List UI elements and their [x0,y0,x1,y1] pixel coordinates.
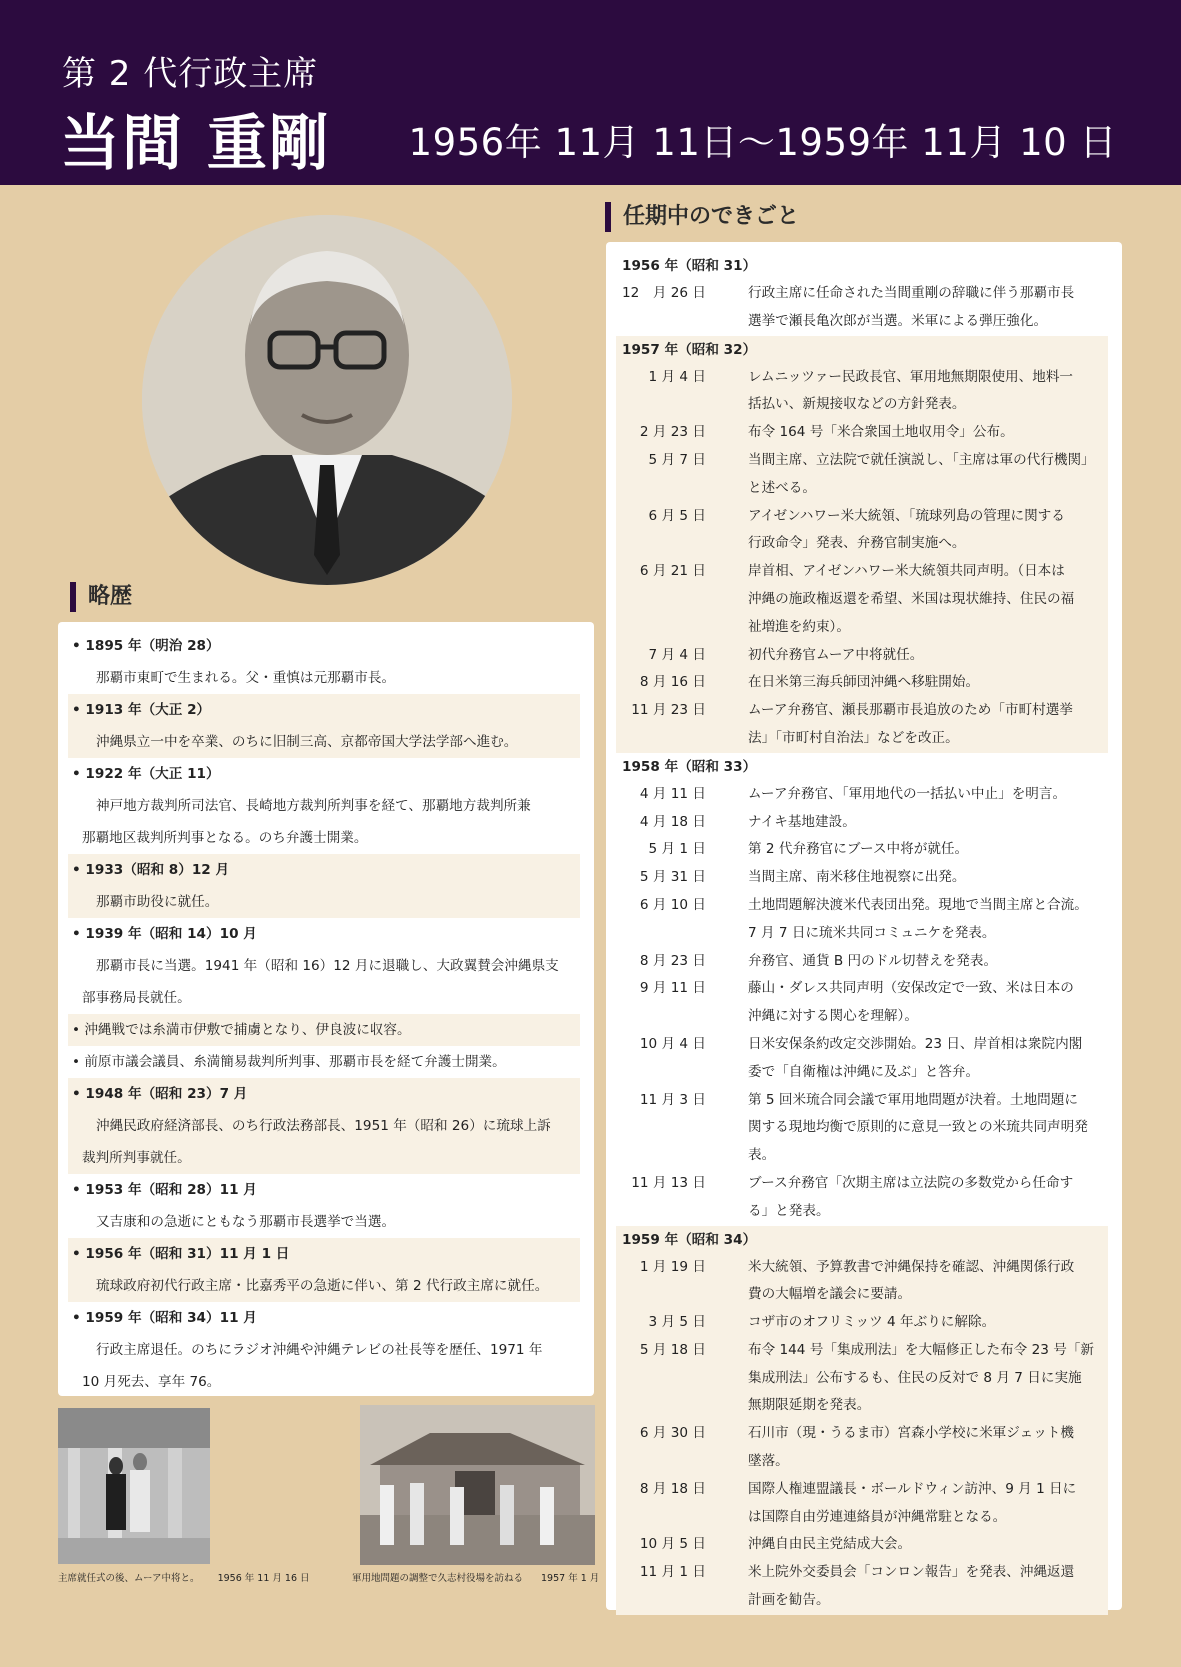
event-text: ナイキ基地建設。 [748,813,856,830]
event-row [616,975,1108,1003]
event-text: 在日米第三海兵師団沖縄へ移駐開始。 [748,674,980,691]
event-date [616,391,732,419]
bio-item [68,1302,580,1398]
event-row [616,1476,1108,1504]
photo-caption-text: 主席就任式の後、ムーア中将と。 [58,1573,200,1584]
event-row [616,864,1108,892]
event-row [616,642,1108,670]
events-section-title: 任期中のできごと [605,202,799,232]
bio-section-title: 略歴 [70,582,132,612]
bio-item-body: 行政主席退任。のちにラジオ沖縄や沖縄テレビの社長等を歴任、1971 年 [96,1342,543,1358]
event-row [616,391,1108,419]
event-text: 墜落。 [748,1453,789,1470]
event-text: 行政主席に任命された当間重剛の辞職に伴う那覇市長 [748,285,1075,301]
event-date: 8 月 18 日 [639,1480,706,1497]
photo-village-office-image [360,1405,595,1565]
event-row [616,697,1108,725]
event-date [616,1059,732,1087]
event-date [616,1504,732,1532]
bio-item-head: • 1913 年（大正 2） [68,694,580,726]
event-text: 当間主席、立法院で就任演説し、「主席は軍の代行機関」 [748,451,1095,468]
event-date: 8 月 23 日 [639,952,706,969]
event-row [616,1392,1108,1420]
event-row [616,475,1108,503]
event-text: ブース弁務官「次期主席は立法院の多数党から任命す [748,1174,1074,1191]
event-date: 10 月 4 日 [639,1035,706,1052]
events-year-block [616,1226,1108,1615]
event-date: 11 月 1 日 [639,1564,706,1581]
bio-item [68,1014,580,1046]
event-row [616,614,1108,642]
header-subtitle: 第 2 代行政主席 [62,54,319,94]
event-date: 4 月 18 日 [639,813,706,830]
event-text: は国際自由労連連絡員が沖縄常駐となる。 [748,1508,1007,1525]
event-text: ムーア弁務官、瀬長那覇市長追放のため「市町村選挙 [748,702,1073,719]
event-text: 費の大幅増を議会に要請。 [748,1286,912,1303]
event-row [616,1448,1108,1476]
bio-item-body: 沖縄県立一中を卒業、のちに旧制三高、京都帝国大学法学部へ進む。 [96,734,518,750]
event-text: 国際人権連盟議長・ボールドウィン訪沖、9 月 1 日に [748,1480,1077,1497]
bio-item [68,1078,580,1174]
events-year-label: 1956 年（昭和 31） [622,258,757,274]
event-row [616,447,1108,475]
event-text: 米大統領、予算教書で沖縄保持を確認、沖縄関係行政 [748,1258,1075,1275]
events-panel [606,242,1122,1610]
photo-caption-date: 1956 年 11 月 16 日 [217,1573,310,1584]
events-year-label: 1958 年（昭和 33） [622,758,757,775]
event-text: 日米安保条約改定交渉開始。23 日、岸首相は衆院内閣 [748,1035,1083,1052]
header-banner [0,0,1181,185]
event-date: 5 月 1 日 [648,841,706,858]
event-date [616,614,732,642]
event-date: 6 月 5 日 [648,507,706,524]
event-row [616,1337,1108,1365]
event-row [616,1504,1108,1532]
event-text: コザ市のオフリミッツ 4 年ぶりに解除。 [748,1314,996,1331]
bio-item-head: • 1948 年（昭和 23）7 月 [68,1078,580,1110]
event-text: 第 5 回米琉合同会議で軍用地問題が決着。土地問題に [748,1091,1078,1108]
event-row [616,1559,1108,1587]
event-date [616,308,732,336]
event-text: 米上院外交委員会「コンロン報告」を発表、沖縄返還 [748,1564,1075,1581]
event-row [616,419,1108,447]
event-row [616,308,1108,336]
events-year-block [616,753,1108,1226]
event-text: る」と発表。 [748,1202,830,1219]
bio-item-body: 沖縄民政府経済部長、のち行政法務部長、1951 年（昭和 26）に琉球上訴 [96,1118,551,1134]
photo-village-office [360,1405,595,1565]
event-row [616,920,1108,948]
event-date: 1 月 4 日 [648,368,706,385]
bio-item-body-cont: 那覇地区裁判所判事となる。のち弁護士開業。 [82,830,368,846]
event-row [616,892,1108,920]
event-date [616,1281,732,1309]
bio-item-head: • 1895 年（明治 28） [68,630,580,662]
event-text: 土地問題解決渡米代表団出発。現地で当間主席と合流。 [748,896,1088,913]
event-row [616,809,1108,837]
bio-item-head: • 沖縄戦では糸満市伊敷で捕虜となり、伊良波に収容。 [68,1014,580,1046]
bio-item-body: 神戸地方裁判所司法官、長崎地方裁判所判事を経て、那覇地方裁判所兼 [96,798,531,814]
portrait-image [142,215,512,585]
event-text: 布令 164 号「米合衆国土地収用令」公布。 [748,424,1014,441]
bio-panel [58,622,594,1396]
event-text: 法」「市町村自治法」などを改正。 [748,729,959,746]
portrait-photo [142,215,512,585]
events-year-block [616,336,1108,753]
event-date [616,586,732,614]
bio-item [68,918,580,1014]
event-text: 計画を勧告。 [748,1592,830,1609]
event-text: 石川市（現・うるま市）宮森小学校に米軍ジェット機 [748,1425,1074,1442]
bio-item-head: • 1956 年（昭和 31）11 月 1 日 [68,1238,580,1270]
event-row [616,1587,1108,1615]
photo-inauguration-caption [58,1570,310,1584]
bio-item-body: 琉球政府初代行政主席・比嘉秀平の急逝に伴い、第 2 代行政主席に就任。 [96,1278,549,1294]
event-row [616,1531,1108,1559]
photo-village-office-caption [352,1570,599,1584]
event-date: 5 月 7 日 [648,451,706,468]
event-row [616,1114,1108,1170]
bio-item-head: • 前原市議会議員、糸満簡易裁判所判事、那覇市長を経て弁護士開業。 [68,1046,580,1078]
event-text: 当間主席、南米移住地視察に出発。 [748,869,966,886]
event-row [616,1003,1108,1031]
bio-item [68,854,580,918]
event-date: 11 月 13 日 [631,1174,706,1191]
event-row [616,1254,1108,1282]
event-row [616,280,1108,308]
bio-item-body-cont: 裁判所判事就任。 [82,1150,191,1166]
event-row [616,1031,1108,1059]
event-row [616,948,1108,976]
event-date [616,1198,732,1226]
photo-caption-text: 軍用地問題の調整で久志村役場を訪ねる [352,1573,524,1584]
bio-item-head: • 1933（昭和 8）12 月 [68,854,580,886]
event-text: レムニッツァー民政長官、軍用地無期限使用、地料一 [748,368,1074,385]
event-text: アイゼンハワー米大統領、「琉球列島の管理に関する [748,507,1065,524]
event-row [616,558,1108,586]
event-date: 2 月 23 日 [639,424,706,441]
event-row [616,1281,1108,1309]
event-date: 6 月 21 日 [639,563,706,580]
event-row [616,836,1108,864]
events-year-label: 1959 年（昭和 34） [622,1231,757,1248]
event-row [616,1309,1108,1337]
event-row [616,1170,1108,1198]
event-date: 5 月 18 日 [639,1341,706,1358]
event-text: 第 2 代弁務官にブース中将が就任。 [748,841,969,858]
event-row [616,503,1108,531]
event-date: 11 月 23 日 [631,702,706,719]
event-text: 括払い、新規接収などの方針発表。 [748,396,966,413]
event-row [616,781,1108,809]
event-date: 7 月 4 日 [648,646,706,663]
bio-item-body: 那覇市長に当選。1941 年（昭和 16）12 月に退職し、大政翼賛会沖縄県支 [96,958,559,974]
event-text: 7 月 7 日に琉米共同コミュニケを発表。 [748,924,996,941]
event-text: 無期限延期を発表。 [748,1397,871,1414]
event-row [616,364,1108,392]
bio-item-body: 那覇市助役に就任。 [96,894,219,910]
event-date: 10 月 5 日 [639,1536,706,1553]
event-text: 布令 144 号「集成刑法」を大幅修正した布令 23 号「新 [748,1341,1094,1358]
event-date [616,1448,732,1476]
event-row [616,669,1108,697]
photo-inauguration-image [58,1408,210,1564]
event-text: 藤山・ダレス共同声明（安保改定で一致、米は日本の [748,980,1074,997]
term-dates: 1956年 11月 11日〜1959年 11月 10 日 [408,121,1117,164]
event-row [616,1365,1108,1393]
header-name: 当間 重剛 [60,109,331,179]
bio-item-body-cont: 部事務局長就任。 [82,990,191,1006]
event-date [616,1365,732,1393]
event-row [616,1087,1108,1115]
event-date: 11 月 3 日 [639,1091,706,1108]
event-date [616,725,732,753]
event-text: ムーア弁務官、「軍用地代の一括払い中止」を明言。 [748,785,1067,802]
event-date: 9 月 11 日 [639,980,706,997]
event-text: 沖縄自由民主党結成大会。 [748,1536,912,1553]
bio-item [68,1174,580,1238]
event-text: 初代弁務官ムーア中将就任。 [748,646,924,663]
bio-item-body-cont: 10 月死去、享年 76。 [82,1374,221,1390]
photo-caption-date: 1957 年 1 月 [541,1573,600,1584]
event-row [616,1059,1108,1087]
event-date: 12 月 26 日 [621,285,706,301]
bio-item-head: • 1953 年（昭和 28）11 月 [68,1174,580,1206]
bio-item [68,758,580,854]
bio-item-body: 又吉康和の急逝にともなう那覇市長選挙で当選。 [96,1214,396,1230]
event-date: 8 月 16 日 [639,674,706,691]
photo-inauguration [58,1408,210,1564]
event-text: 沖縄に対する関心を理解）。 [748,1008,918,1025]
event-row [616,1420,1108,1448]
event-date: 5 月 31 日 [639,869,706,886]
bio-item [68,1238,580,1302]
event-date [616,1392,732,1420]
bio-item [68,1046,580,1078]
event-date: 1 月 19 日 [639,1258,706,1275]
event-text: 選挙で瀬長亀次郎が当選。米軍による弾圧強化。 [748,312,1048,329]
event-date: 3 月 5 日 [648,1314,706,1331]
bio-item [68,630,580,694]
bio-item-head: • 1939 年（昭和 14）10 月 [68,918,580,950]
event-text: 祉増進を約束）。 [748,618,850,635]
bio-item-body: 那覇市東町で生まれる。父・重慎は元那覇市長。 [96,670,396,686]
bio-item-head: • 1959 年（昭和 34）11 月 [68,1302,580,1334]
event-row [616,530,1108,558]
event-row [616,725,1108,753]
bio-item [68,694,580,758]
event-text: と述べる。 [748,479,816,496]
event-date: 6 月 10 日 [639,896,706,913]
event-row [616,1198,1108,1226]
bio-item-head: • 1922 年（大正 11） [68,758,580,790]
event-date [616,475,732,503]
event-text: 集成刑法」公布するも、住民の反対で 8 月 7 日に実施 [748,1369,1082,1386]
event-text: 弁務官、通貨 B 円のドル切替えを発表。 [748,952,998,969]
event-text: 沖縄の施政権返還を希望、米国は現状維持、住民の福 [748,590,1075,607]
event-date [616,1114,732,1170]
event-text: 関する現地均衡で原則的に意見一致との米琉共同声明発表。 [748,1119,1088,1164]
events-year-label: 1957 年（昭和 32） [622,341,757,358]
event-text: 岸首相、アイゼンハワー米大統領共同声明。（日本は [748,563,1065,580]
event-text: 行政命令」発表、弁務官制実施へ。 [748,535,966,552]
events-year-block [616,252,1108,336]
event-date: 6 月 30 日 [639,1425,706,1442]
event-date [616,530,732,558]
event-date: 4 月 11 日 [639,785,706,802]
event-date [616,920,732,948]
event-date [616,1587,732,1615]
event-text: 委で「自衛権は沖縄に及ぶ」と答弁。 [748,1063,980,1080]
event-date [616,1003,732,1031]
event-row [616,586,1108,614]
